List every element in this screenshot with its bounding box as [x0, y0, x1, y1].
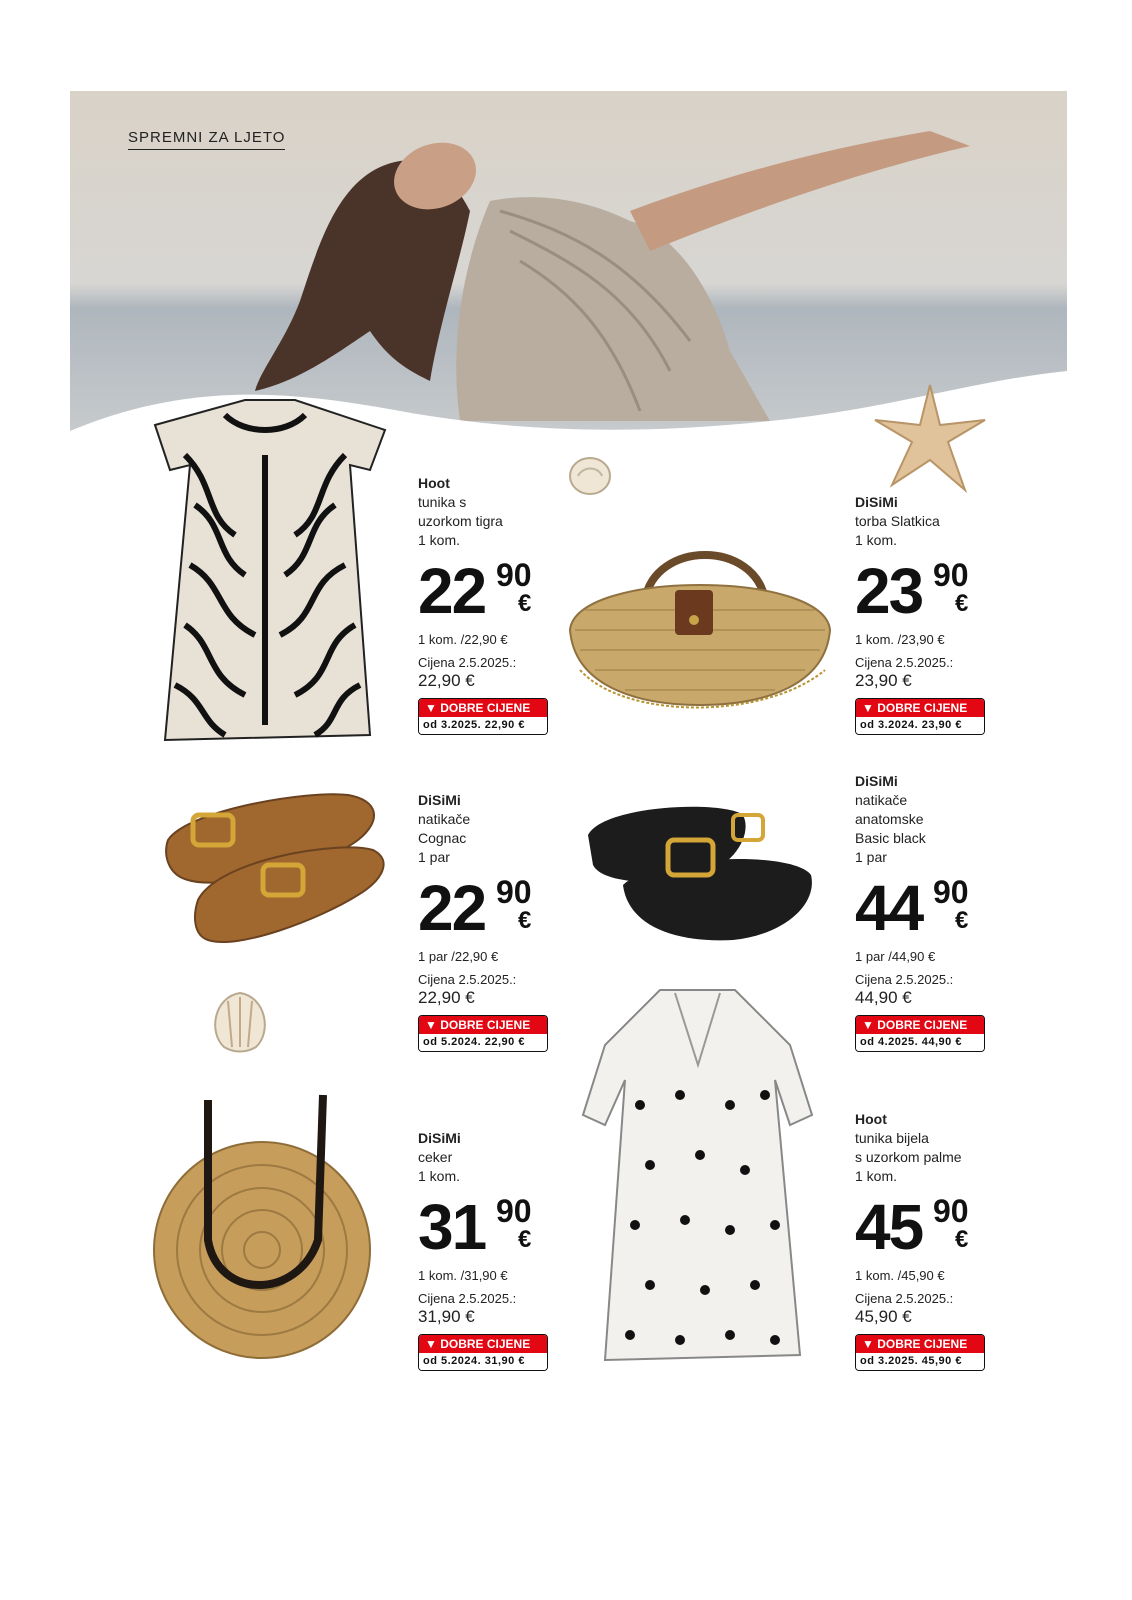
price-currency: €: [518, 590, 532, 617]
good-price-badge: [418, 698, 548, 735]
starfish-decoration: [870, 380, 990, 500]
straw-bag-image: [565, 520, 835, 720]
product-brand: DiSiMi: [855, 494, 898, 510]
price-currency: €: [955, 1226, 969, 1253]
previous-price-value: 22,90 €: [418, 988, 475, 1007]
unit-price: 1 kom. /45,90 €: [855, 1268, 945, 1283]
price-tag: [418, 1192, 558, 1262]
badge-since: od 3.2025. 22,90 €: [419, 717, 547, 734]
product-disimi-straw-bag: [855, 493, 995, 735]
product-disimi-basket: [418, 1129, 558, 1371]
previous-price-value: 23,90 €: [855, 671, 912, 690]
badge-title: ▼ DOBRE CIJENE: [419, 699, 547, 717]
badge-since: od 3.2025. 45,90 €: [856, 1353, 984, 1370]
product-name-line: ceker: [418, 1149, 453, 1165]
price-tag: [855, 873, 995, 943]
product-name-line: 1 kom.: [855, 532, 898, 548]
price-whole: 23: [855, 555, 923, 627]
price-whole: 22: [418, 872, 486, 944]
hero-title: SPREMNI ZA LJETO: [128, 129, 285, 150]
badge-since: od 4.2025. 44,90 €: [856, 1034, 984, 1051]
price-tag: [418, 873, 558, 943]
good-price-badge: [855, 1015, 985, 1052]
product-brand: Hoot: [855, 1111, 887, 1127]
previous-price-value: 44,90 €: [855, 988, 912, 1007]
badge-title: ▼ DOBRE CIJENE: [856, 699, 984, 717]
price-decimal: 90: [496, 557, 532, 593]
price-whole: 31: [418, 1191, 486, 1263]
unit-price: 1 kom. /23,90 €: [855, 632, 945, 647]
price-decimal: 90: [496, 1193, 532, 1229]
product-name-line: 1 kom.: [418, 1168, 461, 1184]
price-decimal: 90: [496, 874, 532, 910]
price-currency: €: [955, 590, 969, 617]
badge-title: ▼ DOBRE CIJENE: [419, 1016, 547, 1034]
product-name-line: 1 par: [855, 849, 887, 865]
price-decimal: 90: [933, 1193, 969, 1229]
previous-price-value: 22,90 €: [418, 671, 475, 690]
good-price-badge: [418, 1015, 548, 1052]
product-name-line: tunika s: [418, 494, 467, 510]
previous-price-label: Cijena 2.5.2025.:: [855, 655, 954, 670]
badge-title: ▼ DOBRE CIJENE: [419, 1335, 547, 1353]
product-hoot-tiger-tunic: [418, 474, 558, 735]
unit-price: 1 kom. /22,90 €: [418, 632, 508, 647]
seashell-decoration-2: [206, 987, 274, 1055]
previous-price-value: 45,90 €: [855, 1307, 912, 1326]
black-slides-image: [583, 795, 818, 945]
product-name-line: uzorkom tigra: [418, 513, 503, 529]
price-whole: 44: [855, 872, 923, 944]
price-tag: [855, 1192, 995, 1262]
product-name-line: natikače: [855, 792, 908, 808]
unit-price: 1 kom. /31,90 €: [418, 1268, 508, 1283]
previous-price-label: Cijena 2.5.2025.:: [418, 1291, 517, 1306]
price-tag: [855, 556, 995, 626]
price-whole: 22: [418, 555, 486, 627]
product-name-line: 1 kom.: [418, 532, 461, 548]
badge-title: ▼ DOBRE CIJENE: [856, 1335, 984, 1353]
product-brand: DiSiMi: [418, 1130, 461, 1146]
product-brand: Hoot: [418, 475, 450, 491]
good-price-badge: [855, 698, 985, 735]
previous-price-label: Cijena 2.5.2025.:: [855, 1291, 954, 1306]
badge-title: ▼ DOBRE CIJENE: [856, 1016, 984, 1034]
round-basket-image: [128, 1090, 396, 1365]
previous-price-value: 31,90 €: [418, 1307, 475, 1326]
product-brand: DiSiMi: [855, 773, 898, 789]
good-price-badge: [418, 1334, 548, 1371]
product-brand: DiSiMi: [418, 792, 461, 808]
badge-since: od 3.2024. 23,90 €: [856, 717, 984, 734]
zebra-tunic-image: [145, 395, 395, 750]
good-price-badge: [855, 1334, 985, 1371]
product-name-line: 1 par: [418, 849, 450, 865]
price-tag: [418, 556, 558, 626]
badge-since: od 5.2024. 22,90 €: [419, 1034, 547, 1051]
unit-price: 1 par /44,90 €: [855, 949, 936, 964]
previous-price-label: Cijena 2.5.2025.:: [855, 972, 954, 987]
product-name-line: torba Slatkica: [855, 513, 940, 529]
product-name-line: s uzorkom palme: [855, 1149, 962, 1165]
price-currency: €: [518, 1226, 532, 1253]
price-whole: 45: [855, 1191, 923, 1263]
product-name-line: tunika bijela: [855, 1130, 929, 1146]
seashell-decoration: [568, 454, 612, 498]
product-disimi-cognac-slides: [418, 791, 558, 1052]
price-decimal: 90: [933, 874, 969, 910]
product-name-line: natikače: [418, 811, 471, 827]
previous-price-label: Cijena 2.5.2025.:: [418, 655, 517, 670]
unit-price: 1 par /22,90 €: [418, 949, 499, 964]
product-name-line: anatomske: [855, 811, 924, 827]
product-disimi-black-slides: [855, 772, 995, 1052]
product-hoot-palm-tunic: [855, 1110, 995, 1371]
price-decimal: 90: [933, 557, 969, 593]
price-currency: €: [955, 907, 969, 934]
badge-since: od 5.2024. 31,90 €: [419, 1353, 547, 1370]
palm-tunic-image: [580, 985, 815, 1365]
cognac-slides-image: [158, 780, 388, 955]
product-name-line: Cognac: [418, 830, 467, 846]
product-name-line: Basic black: [855, 830, 926, 846]
price-currency: €: [518, 907, 532, 934]
product-name-line: 1 kom.: [855, 1168, 898, 1184]
previous-price-label: Cijena 2.5.2025.:: [418, 972, 517, 987]
